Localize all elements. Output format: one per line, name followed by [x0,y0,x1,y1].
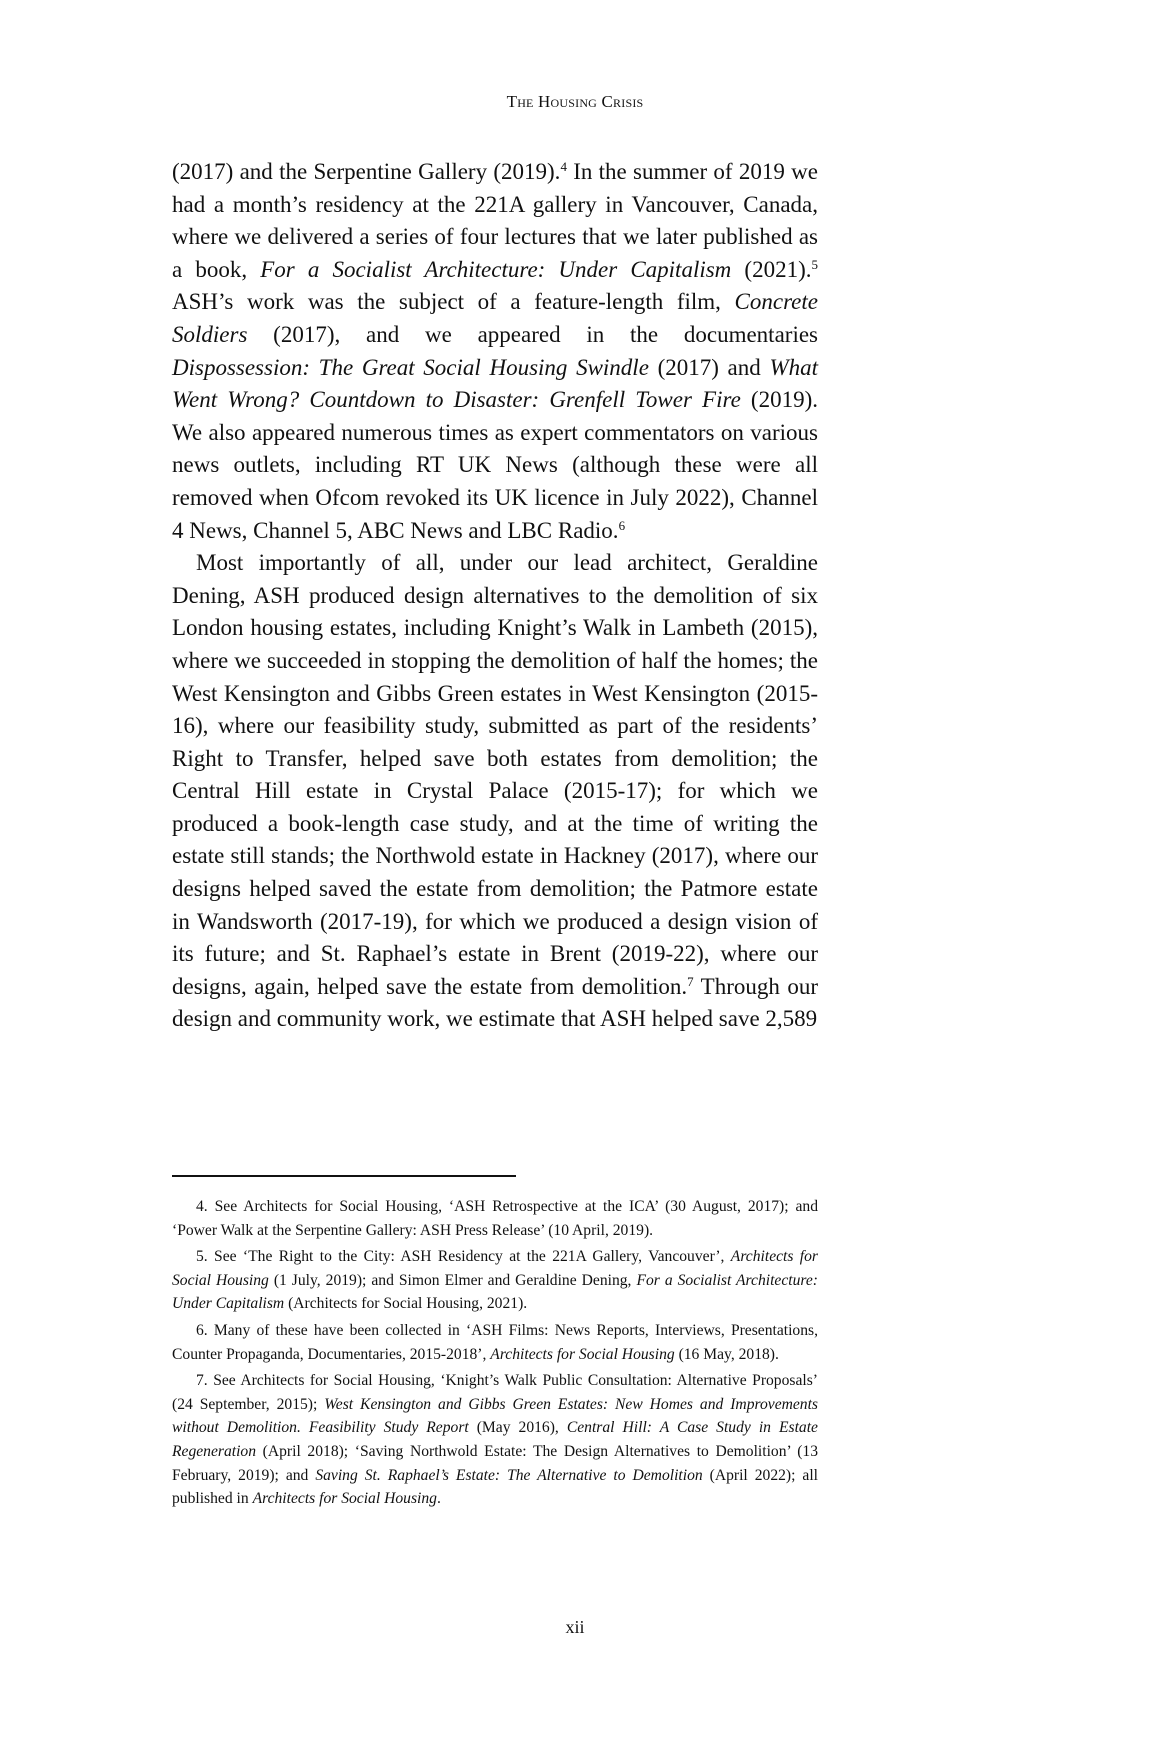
footnotes [172,1195,818,1514]
footnote-reference: 4 [560,159,567,174]
body-paragraph-1: (2017) and the Serpentine Gallery (2019).$^4$ In the summer of 2019 we had a month’s residency at the 221A gallery in Vancouver, Canada, where we delivered a series of four lectures that we later published as a book, For a Socialist Architecture: Under Capitalism (2021).$^5$ ASH’s work was the subject of a feature-length film, Concrete Soldiers (2017), and we appeared in the documentaries Dispossession: The Great Social Housing Swindle (2017) and What Went Wrong? Countdown to Disaster: Grenfell Tower Fire (2019). We also appeared numerous times as expert commentators on various news outlets, including RT UK News (although these were all removed when Ofcom revoked its UK licence in July 2022), Channel 4 News, Channel 5, ABC News and LBC Radio.$^6$ [172,159,818,543]
italic-title: Architects for Social Housing [490,1345,675,1363]
italic-title: For a Socialist Architecture: Under Capitalism [260,256,732,282]
footnote-separator-rule [172,1175,516,1177]
italic-title: Architects for Social Housing [252,1490,437,1508]
footnote-5: 5. See ‘The Right to the City: ASH Residency at the 221A Gallery, Vancouver’, Architects for Social Housing (1 July, 2019); and Simon Elmer and Geraldine Dening, For a Socialist Architecture: Under Capitalism (Architects for Social Housing, 2021). [172,1248,818,1313]
body-paragraph-2: Most importantly of all, under our lead architect, Geraldine Dening, ASH produced design alternatives to the demolition of six London housing estates, including Knight’s Walk in Lambeth (2015), where we succeeded in stopping the demolition of half the homes; the West Kensington and Gibbs Green estates in West Kensington (2015-16), where our feasibility study, submitted as part of the residents’ Right to Transfer, helped save both estates from demolition; the Central Hill estate in Crystal Palace (2015-17); for which we produced a book-length case study, and at the time of writing the estate still stands; the Northwold estate in Hackney (2017), where our designs helped saved the estate from demolition; the Patmore estate in Wandsworth (2017-19), for which we produced a design vision of its future; and St. Raphael’s estate in Brent (2019-22), where our designs, again, helped save the estate from demolition.$^7$ Through our design and community work, we estimate that ASH helped save 2,589 [172,550,818,1032]
italic-title: What Went Wrong? Countdown to Disaster: Grenfell Tower Fire [172,354,818,413]
footnote-reference: 7 [687,973,694,989]
italic-title: West Kensington and Gibbs Green Estates: New Homes and Improvements without Demolition. Feasibility Study Report [172,1395,818,1437]
italic-title: Dispossession: The Great Social Housing Swindle [172,354,649,380]
italic-title: Central Hill: A Case Study in Estate Regeneration [172,1419,818,1460]
footnote-4: 4. See Architects for Social Housing, ‘ASH Retrospective at the ICA’ (30 August, 2017); and ‘Power Walk at the Serpentine Gallery: ASH Press Release’ (10 April, 2019). [172,1198,818,1239]
italic-title: Architects for Social Housing [172,1248,818,1289]
footnote-7: 7. See Architects for Social Housing, ‘Knight’s Walk Public Consultation: Alternative Proposals’ (24 September, 2015); West Kensington and Gibbs Green Estates: New Homes and Improvements without Demolition. Feasibility Study Report (May 2016), Central Hill: A Case Study in Estate Regeneration (April 2018); ‘Saving Northwold Estate: The Design Alternatives to Demolition’ (13 February, 2019); and Saving St. Raphael’s Estate: The Alternative to Demolition (April 2022); all published in Architects for Social Housing. [172,1372,818,1508]
footnote-reference: 6 [618,517,626,533]
footnote-reference: 5 [811,256,818,272]
italic-title: Saving St. Raphael’s Estate: The Alternative to Demolition [315,1466,703,1484]
footnote-6: 6. Many of these have been collected in ‘ASH Films: News Reports, Interviews, Presentations, Counter Propaganda, Documentaries, 2015-2018’, Architects for Social Housing (16 May, 2018). [172,1321,818,1363]
italic-title: For a Socialist Architecture: Under Capitalism [172,1271,818,1313]
running-head: The Housing Crisis [506,92,644,111]
page-number: xii [565,1617,585,1637]
body-text [172,156,818,1036]
italic-title: Concrete Soldiers [172,289,818,347]
